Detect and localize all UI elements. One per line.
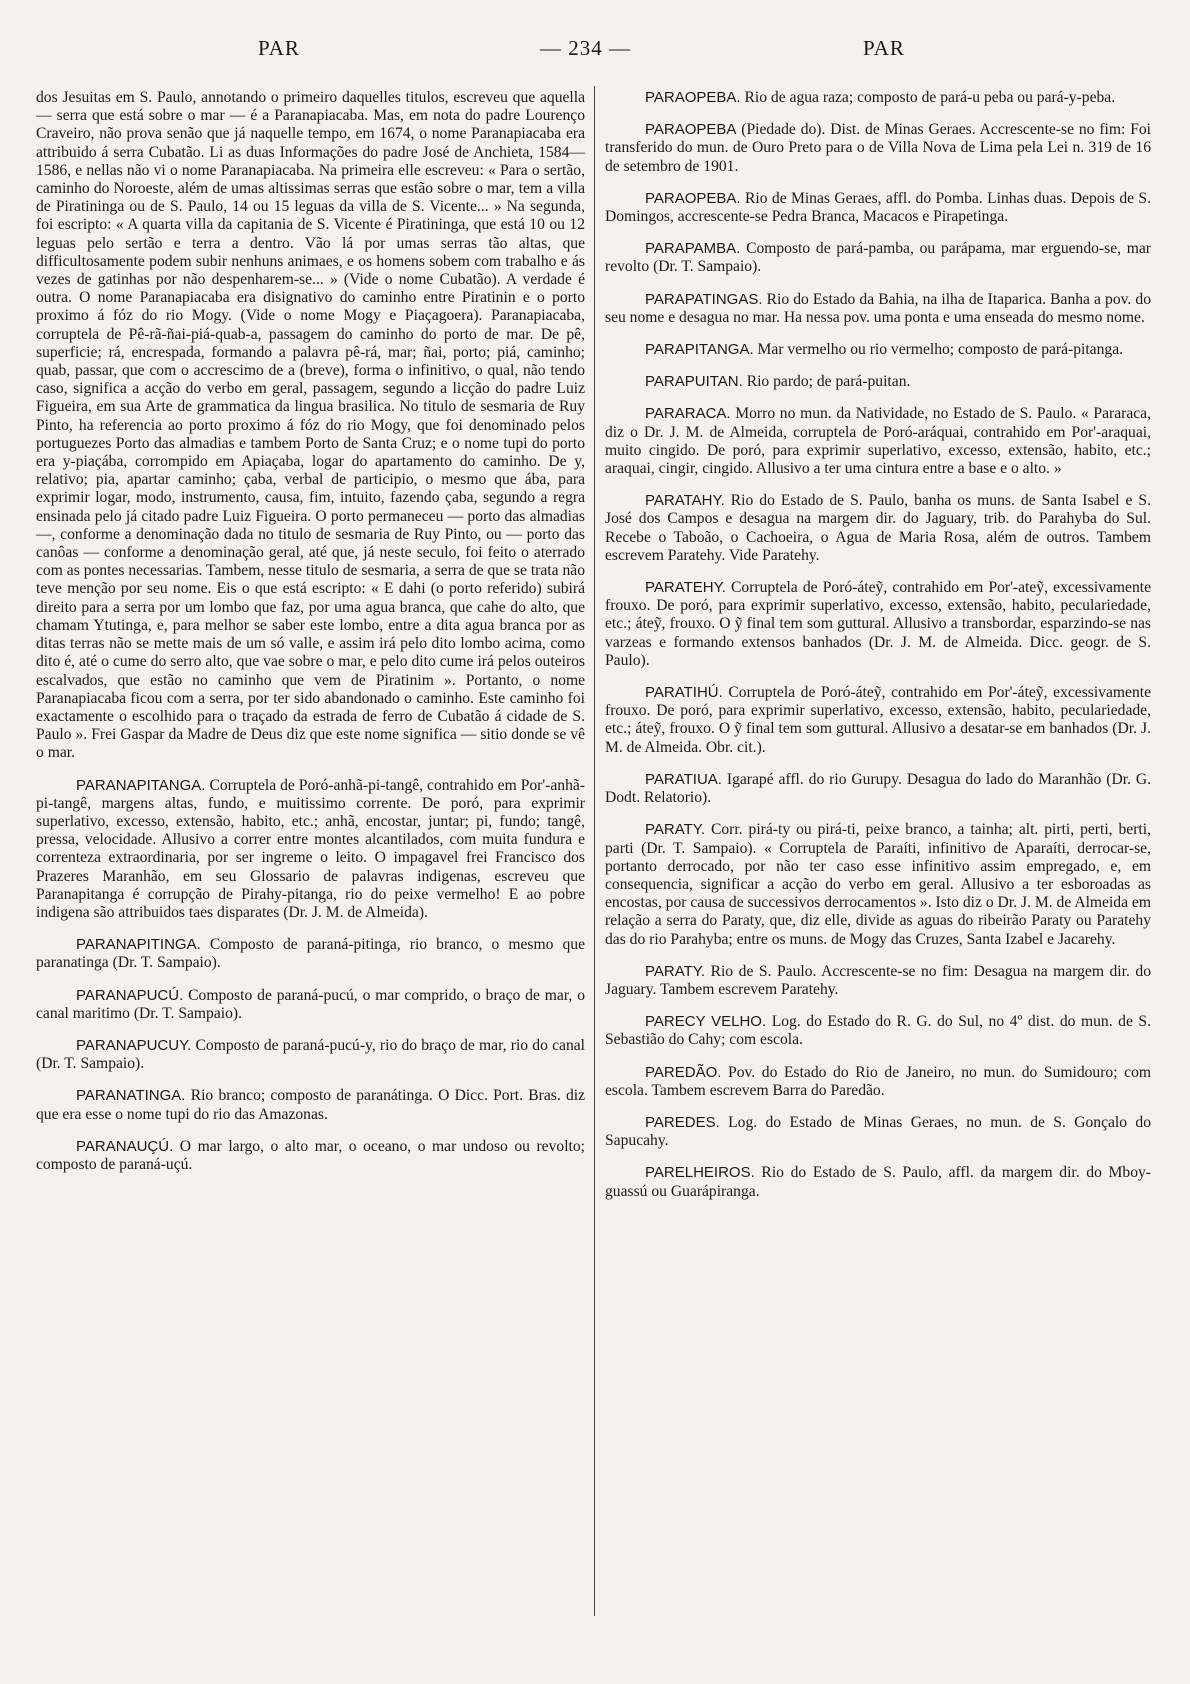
left-column [36,89,585,1188]
entry-headword: PARAPATINGAS. [645,290,763,308]
entry-headword: PARAOPEBA. [645,89,741,106]
entry-text: Log. do Estado de Minas Geraes, no mun. de S. Gonçalo do Sapucahy. [605,1113,1152,1150]
page-number: — 234 — [540,36,631,60]
header-left-keyword: PAR [258,36,300,60]
dictionary-entry [36,936,585,972]
entry-text: Rio pardo; de pará-puitan. [746,373,911,391]
entry-text: Composto de paraná-pucú-y, rio do braço de mar, rio do canal (Dr. T. Sampaio). [36,1036,585,1073]
dictionary-entry [605,771,1151,807]
entry-headword: PARANAPUCÚ. [76,986,184,1004]
entry-headword: PARAPITANGA. [645,341,754,359]
entry-text: Rio de Minas Geraes, affl. do Pomba. Linhas duas. Depois de S. Domingos, accrescente-se Pedra Branca, Macacos e Pirapetinga. [605,189,1151,226]
dictionary-entry [36,1037,585,1073]
right-column [605,89,1151,1215]
entry-headword: PARANAPUCUY. [76,1036,192,1054]
dictionary-entry [605,1064,1151,1100]
entry-headword: PARATAHY. [645,492,725,510]
dictionary-entry [605,240,1151,276]
entry-headword: PARANAUÇÚ. [76,1137,174,1155]
dictionary-entry [605,1013,1151,1049]
dictionary-entry [605,1164,1151,1200]
dictionary-entry [605,821,1151,948]
entry-text: Rio do Estado da Bahia, na ilha de Itaparica. Banha a pov. do seu nome e desagua no mar. Ha nessa pov. uma ponta e uma enseada do mesmo nome. [605,290,1152,326]
entry-headword: PARATY. [645,821,706,839]
header-right-keyword: PAR [863,36,905,60]
dictionary-entry [605,373,1151,391]
entry-text: Corruptela de Poró-áteỹ, contrahido em Por'-ateỹ, excessivamente frouxo. De poró, para exprimir superlativo, excesso, extensão, habito, peculariedade, etc.; áteỹ, frouxo. O ỹ final tem som guttural. Allusivo a transbordar, esparzindo-se nas varzeas e formando extensos banhados (Dr. J. M. de Almeida. Dicc. geogr. de S. Paulo). [605,579,1151,669]
entry-text: Mar vermelho ou rio vermelho; composto de pará-pitanga. [757,341,1124,359]
entry-text: Corr. pirá-ty ou pirá-ti, peixe branco, a tainha; alt. pirti, perti, berti, parti (Dr. T. Sampaio). « Corruptela de Paraíti, infinitivo de Aparaíti, derrocar-se, portanto derrocado, por não ter caso esse infinitivo assim empregado, e, em consequencia, significar a acção do verbo em geral. Allusivo a ter esboroadas as encostas, por causa de successivos derrocamentos ». Isto diz o Dr. J. M. de Almeida em relação a serra do Paraty, que, diz elle, divide as aguas do ribeirão Paraty ou Paratehy das do rio Parahyba; entre os muns. de Mogy das Cruzes, Santa Izabel e Jacarehy. [605,821,1151,948]
dictionary-entry [605,579,1151,670]
entry-headword: PARANAPITANGA. [76,776,206,794]
dictionary-entry [605,89,1151,107]
entry-headword: PARATEHY. [645,579,726,597]
entry-text: Log. do Estado do R. G. do Sul, no 4º dist. do mun. de S. Sebastião do Cahy; com escola. [605,1013,1151,1049]
dictionary-entry [605,190,1151,226]
entry-text: Rio do Estado de S. Paulo, banha os muns. de Santa Isabel e S. José dos Campos e desagua na margem dir. do Jaguary, trib. do Parahyba do Sul. Recebe o Taboão, o Cachoeira, o Agua de Maria Rosa, além de outros. Tambem escrevem Paratehy. Vide Paratehy. [605,492,1151,564]
dictionary-entry [605,492,1151,565]
column-divider [594,86,595,1616]
entry-headword: PARATIHÚ. [645,684,723,702]
dictionary-entry [36,89,585,763]
entry-headword: PARAOPEBA [645,121,737,139]
dictionary-entry [36,1087,585,1123]
dictionary-entry [605,341,1151,359]
entry-text: Corruptela de Poró-áteỹ, contrahido em Por'-áteỹ, excessivamente frouxo. De poró, para exprimir superlativo, excesso, extensão, habito, peculariedade, etc.; áteỹ, frouxo. O ỹ final tem som guttural. Allusivo a desatar-se em banhados (Dr. J. M. de Almeida. Obr. cit.). [605,684,1151,756]
entry-text: Composto de pará-pamba, ou parápama, mar erguendo-se, mar revolto (Dr. T. Sampaio). [605,240,1151,276]
entry-headword: PARATY. [645,962,706,980]
dictionary-entry [605,405,1151,478]
entry-text: Composto de paraná-pitinga, rio branco, o mesmo que paranatinga (Dr. T. Sampaio). [36,936,585,972]
entry-headword: PARANAPITINGA. [76,936,201,954]
dictionary-entry [605,684,1151,757]
page-header [0,36,1190,68]
dictionary-entry [36,987,585,1023]
entry-text: (Piedade do). Dist. de Minas Geraes. Accrescente-se no fim: Foi transferido do mun. de Ouro Preto para o de Villa Nova de Lima pela Lei n. 319 de 16 de setembro de 1901. [605,121,1151,175]
dictionary-entry [605,121,1151,176]
entry-headword: PARAOPEBA. [645,189,741,207]
dictionary-entry [605,1114,1151,1150]
entry-headword: PAREDÃO. [645,1063,722,1081]
entry-text: Rio de agua raza; composto de pará-u peba ou pará-y-peba. [744,89,1116,106]
entry-text: Composto de paraná-pucú, o mar comprido, o braço de mar, o canal maritimo (Dr. T. Sampaio). [36,986,585,1022]
entry-headword: PARATIUA. [645,770,722,788]
entry-text: dos Jesuitas em S. Paulo, annotando o primeiro daquelles titulos, escreveu que aquella — serra que está sobre o mar — é a Paranapiacaba. Mas, em nota do padre Lourenço Craveiro, não prova senão que já naquelle tempo, em 1674, o nome Paranapiacaba era attribuido á serra Cubatão. Li as duas Informações do padre José de Anchieta, 1584—1586, e nellas não vi o nome Paranapiacaba. Na primeira elle escreveu: « Para o sertão, caminho do Noroeste, além de umas altissimas serras que estão sobre o mar, tem a villa de Piratininga ou de S. Paulo, 14 ou 15 leguas da villa de S. Vicente... » Na segunda, foi escripto: « A quarta villa da capitania de S. Vicente é Piratininga, que está 10 ou 12 leguas pelo sertão e terra a dentro. Vão lá por umas serras tão altas, que difficultosamente podem subir nenhuns animaes, e os homens sobem com trabalho e ás vezes de gatinhas por não despenharem-se... » (Vide o nome Cubatão). A verdade é outra. O nome Paranapiacaba era disignativo do caminho entre Piratinin e o porto proximo á fóz do rio Mogy. (Vide o nome Mogy e Piaçagoera). Paranapiacaba, corruptela de Pê-rã-ñai-piá-quab-a, passagem do caminho do porto de mar. De pê, superficie; rá, encrespada, formando a palavra pê-rá, mar; ñai, porto; piá, caminho; quab, passar, que com o accrescimo de a (breve), forma o infinitivo, o qual, não tendo caso, significa a acção do verbo em geral, passagem, segundo a licção do padre Luiz Figueira, em sua Arte de grammatica da lingua brasilica. No titulo de sesmaria de Ruy Pinto, ha referencia ao porto proximo á fóz do rio Mogy, que foi denominado pelos portuguezes Porto das almadias e tambem Porto de Santa Cruz; e o nome tupi do porto era y-piaçába, corrompido em Apiaçaba, logar do apartamento do caminho. De y, relativo; pia, apartar caminho; çaba, verbal de participio, o mesmo que ába, para exprimir logar, modo, instrumento, causa, fim, intuito, fazendo çaba, segundo a regra ensinada pelo já citado padre Luiz Figueira. O porto permaneceu — porto das almadias—, conforme a denominação dada no titulo de sesmaria de Ruy Pinto, ou — porto das canôas — conforme a denominação geral, até que, já neste seculo, foi feito o aterrado com as pontes necessarias. Tambem, nesse titulo de sesmaria, a serra de que se trata não teve menção por seu nome. Eis o que está escripto: « E dahi (o porto referido) subirá direito para a serra por um lombo que faz, por uma agua branca, que cahe do alto, que chamam Ytutinga, e, para melhor se saber este lombo, entre a dita agua branca por as ditas terras não se mette mais de um só valle, e assim irá pelo dito lombo acima, como dito é, até o cume do serro alto, que vae sobre o mar, e pelo dito cume irá pelos outeiros escalvados, que estão no caminho que vem de Piratinim ». Portanto, o nome Paranapiacaba ficou com a serra, por ter sido abandonado o caminho. Este caminho foi exactamente o escolhido para o traçado da estrada de ferro de Cubatão á cidade de S. Paulo ». Frei Gaspar da Madre de Deus diz que este nome significa — sitio donde se vê o mar. [36,89,585,762]
entry-text: Rio branco; composto de paranátinga. O Dicc. Port. Bras. diz que era esse o nome tupi do rio das Amazonas. [36,1087,585,1123]
entry-text: Morro no mun. da Natividade, no Estado de S. Paulo. « Pararaca, diz o Dr. J. M. de Almeida, corruptela de Poró-aráquai, contrahido em Por'-araquai, muito cingido. De poró, para exprimir superlativo, excesso, extensão, habito, etc.; araquai, cingir, cingido. Allusivo a ter uma cintura entre a base e o alto. » [605,405,1151,478]
entry-text: Rio de S. Paulo. Accrescente-se no fim: Desagua na margem dir. do Jaguary. Tambem escrevem Paratehy. [605,962,1151,998]
entry-headword: PARECY VELHO. [645,1013,767,1031]
entry-text: Corruptela de Poró-anhã-pi-tangê, contrahido em Por'-anhã-pi-tangê, margens altas, fundo, e muitissimo corrente. De poró, para exprimir superlativo, excesso, extensão, habito, etc.; anhã, encostar, juntar; pi, fundo; tangê, pressa, velocidade. Allusivo a correr entre montes alcantilados, com muita fundura e correnteza extraordinaria, por ser ingreme o leito. O impagavel frei Francisco dos Prazeres Maranhão, em seu Glossario de palavras indigenas, escreveu que Paranapitanga é corrupção de Pirahy-pitanga, rio do peixe vermelho! E ao pobre indigena são attribuidos taes disparates (Dr. J. M. de Almeida). [36,776,585,921]
entry-text: Rio do Estado de S. Paulo, affl. da margem dir. do Mboy-guassú ou Guarápiranga. [605,1164,1151,1200]
dictionary-entry [36,777,585,923]
entry-text: Igarapé affl. do rio Gurupy. Desagua do lado do Maranhão (Dr. G. Dodt. Relatorio). [605,770,1151,807]
dictionary-entry [605,291,1151,327]
entry-headword: PARAPAMBA. [645,240,741,258]
entry-headword: PARAPUITAN. [645,373,743,391]
entry-text: O mar largo, o alto mar, o oceano, o mar undoso ou revolto; composto de paraná-uçú. [36,1137,585,1173]
dictionary-entry [36,1138,585,1174]
entry-text: Pov. do Estado do Rio de Janeiro, no mun. do Sumidouro; com escola. Tambem escrevem Barra do Paredão. [605,1063,1152,1099]
entry-headword: PARARACA. [645,405,731,423]
dictionary-entry [605,963,1151,999]
entry-headword: PARELHEIROS. [645,1164,755,1182]
entry-headword: PARANATINGA. [76,1087,186,1105]
entry-headword: PAREDES. [645,1113,720,1131]
